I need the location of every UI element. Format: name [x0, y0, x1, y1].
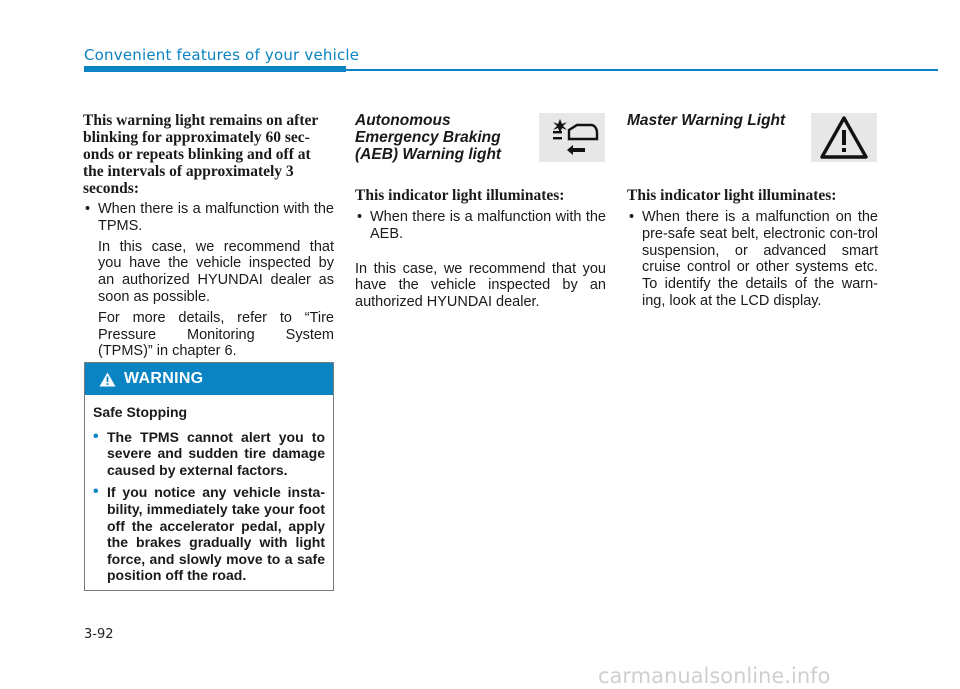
- aeb-warning-icon: [539, 113, 605, 162]
- aeb-bullet: • When there is a malfunction with the AEB.: [355, 209, 606, 243]
- watermark: carmanualsonline.info: [598, 664, 831, 688]
- header-rule-thin: [346, 69, 938, 71]
- tpms-bullet: • When there is a malfunction with the TPMS.: [83, 201, 334, 235]
- header-rule-thick: [84, 66, 346, 72]
- master-warning-icon: [811, 113, 877, 162]
- warning-header: [85, 363, 333, 395]
- tpms-paragraph-inspect: In this case, we recommend that you have the vehicle inspected by an authorized HYUNDAI dealer as soon as possible.: [98, 238, 334, 305]
- master-warning-bullet: • When there is a malfunction on the pre-safe seat belt, electronic con-trol suspension, or advanced smart cruise control or other systems etc. To identify the details of the warn-ing, look at the LCD display.: [627, 209, 878, 310]
- aeb-lead-text: This indicator light illuminates:: [355, 187, 565, 204]
- master-warning-icon-panel: [811, 113, 877, 162]
- warning-bullet: • If you notice any vehicle insta-bility, immediately take your foot off the accelerator pedal, apply the brakes gradually with light force, and slowly move to a safe position off the road.: [93, 484, 325, 584]
- warning-box: [84, 362, 334, 591]
- tpms-lead-text: This warning light remains on after blinking for approximately 60 sec-onds or repeats blinking and off at the intervals of approximately 3 seconds:: [83, 112, 318, 197]
- aeb-paragraph: In this case, we recommend that you have the vehicle inspected by an authorized HYUNDAI dealer.: [355, 260, 606, 311]
- page-number: 3-92: [84, 627, 114, 642]
- column-tpms: [83, 112, 334, 360]
- warning-body: [85, 395, 333, 584]
- warning-triangle-icon: [99, 372, 116, 387]
- section-header-title: Convenient features of your vehicle: [84, 46, 360, 64]
- warning-bullet: • The TPMS cannot alert you to severe and sudden tire damage caused by external factors.: [93, 429, 325, 479]
- aeb-section-title: Autonomous Emergency Braking (AEB) Warning light: [355, 112, 502, 163]
- warning-heading: Safe Stopping: [93, 404, 188, 420]
- master-warning-title: Master Warning Light: [627, 112, 786, 129]
- warning-label: WARNING: [124, 370, 204, 387]
- master-warning-lead-text: This indicator light illuminates:: [627, 187, 837, 204]
- tpms-paragraph-refer: For more details, refer to “Tire Pressure Monitoring System (TPMS)” in chapter 6.: [98, 309, 334, 360]
- aeb-icon-panel: [539, 113, 605, 162]
